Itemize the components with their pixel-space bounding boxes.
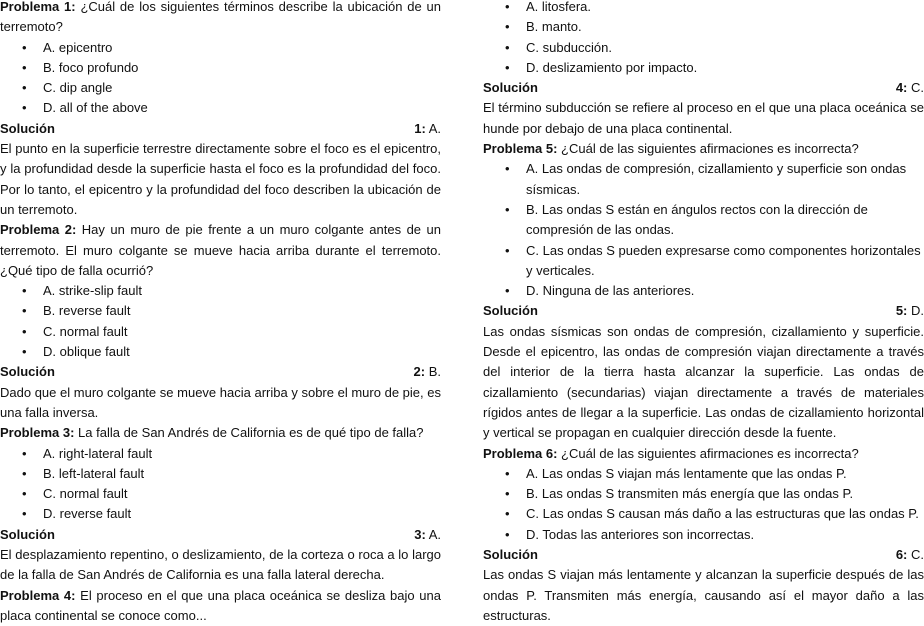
solution-5-text: Las ondas sísmicas son ondas de compresión, cizallamiento y superficie. Desde el epicentro, las ondas de compresión viajan directamente a través del interior de la tierra hasta alcanzar la superficie. Las ondas de cizallamiento (secundarias) viajan directamente a través de materiales rígidos antes de llegar a la superficie. Las ondas de cizallamiento horizontal y vertical se propagan en cualquier dirección desde la fuente. [483,323,924,441]
option: • A. Las ondas de compresión, cizallamiento y superficie son ondas sísmicas. [483,159,924,200]
problem-2-options [0,281,441,362]
option: • D. all of the above [0,98,441,118]
problem-2: Problema 2: Hay un muro de pie frente a un muro colgante antes de un terremoto. El muro colgante se mueve hacia arriba durante el terremoto. ¿Qué tipo de falla ocurrió? [0,222,441,278]
option: • B. foco profundo [0,58,441,78]
solution-5-heading: Solución 5: D. [483,303,924,319]
option: • C. Las ondas S pueden expresarse como componentes horizontales y verticales. [483,241,924,282]
problem-4: Problema 4: El proceso en el que una placa oceánica se desliza bajo una placa continental se conoce como... [0,587,441,623]
left-column [0,0,441,626]
option: • C. normal fault [0,484,441,504]
option: • B. left-lateral fault [0,464,441,484]
right-column [483,0,924,626]
option: • A. Las ondas S viajan más lentamente que las ondas P. [483,464,924,484]
solution-6-heading: Solución 6: C. [483,547,924,563]
problem-1-options [0,38,441,119]
option: • D. Ninguna de las anteriores. [483,281,924,301]
option: • D. oblique fault [0,342,441,362]
option: • A. litosfera. [483,0,924,17]
option: • A. strike-slip fault [0,281,441,301]
option: • B. Las ondas S están en ángulos rectos con la dirección de compresión de las ondas. [483,200,924,241]
option: • C. subducción. [483,38,924,58]
problem-5: Problema 5: ¿Cuál de las siguientes afirmaciones es incorrecta? [483,141,859,157]
option: • A. right-lateral fault [0,444,441,464]
problem-3: Problema 3: La falla de San Andrés de California es de qué tipo de falla? [0,425,424,441]
solution-4-heading: Solución 4: C. [483,80,924,96]
option: • C. Las ondas S causan más daño a las estructuras que las ondas P. [483,504,924,524]
option: • C. dip angle [0,78,441,98]
problem-1: Problema 1: ¿Cuál de los siguientes términos describe la ubicación de un terremoto? [0,0,441,35]
option: • C. normal fault [0,322,441,342]
option: • B. Las ondas S transmiten más energía que las ondas P. [483,484,924,504]
solution-3-text: El desplazamiento repentino, o deslizamiento, de la corteza o roca a lo largo de la falla de San Andrés de California es una falla lateral derecha. [0,547,441,583]
solution-2-text: Dado que el muro colgante se mueve hacia arriba y sobre el muro de pie, es una falla inversa. [0,384,441,420]
option: • B. reverse fault [0,301,441,321]
solution-6-text: Las ondas S viajan más lentamente y alcanzan la superficie después de las ondas P. Transmiten más energía, causando así el mayor daño a las estructuras. [483,567,924,623]
solution-1-heading: Solución 1: A. [0,120,441,136]
problem-3-options [0,444,441,525]
solution-3-heading: Solución 3: A. [0,526,441,542]
option: • D. reverse fault [0,504,441,524]
solution-4-text: El término subducción se refiere al proceso en el que una placa oceánica se hunde por debajo de una placa continental. [483,100,924,136]
option: • D. Todas las anteriores son incorrectas. [483,525,924,545]
problem-4-options [483,0,924,78]
problem-5-options [483,159,924,301]
solution-1-text: El punto en la superficie terrestre directamente sobre el foco es el epicentro, y la profundidad desde la superficie hasta el foco es la profundidad del foco. Por lo tanto, el epicentro y la profundidad del foco describen la ubicación de un terremoto. [0,141,441,217]
problem-6: Problema 6: ¿Cuál de las siguientes afirmaciones es incorrecta? [483,445,859,461]
solution-2-heading: Solución 2: B. [0,364,441,380]
option: • B. manto. [483,17,924,37]
option: • A. epicentro [0,38,441,58]
problem-6-options [483,464,924,545]
option: • D. deslizamiento por impacto. [483,58,924,78]
